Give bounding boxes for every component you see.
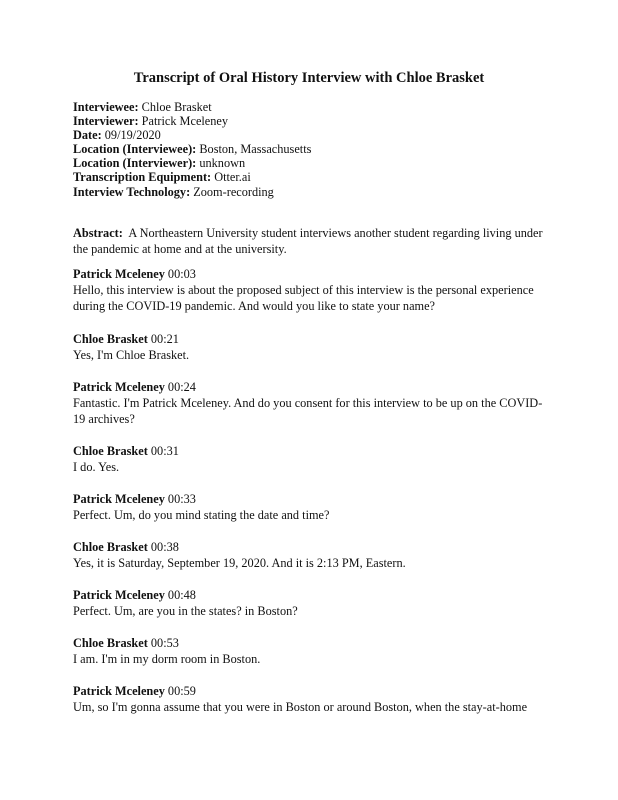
speaker-name: Chloe Brasket	[73, 332, 148, 346]
turn-text: Perfect. Um, do you mind stating the date and time?	[73, 508, 330, 522]
timestamp: 00:31	[150, 444, 179, 458]
meta-interview-technology: Interview Technology: Zoom-recording	[73, 184, 274, 199]
document-title: Transcript of Oral History Interview with Chloe Brasket	[133, 70, 485, 86]
meta-transcription-equipment: Transcription Equipment: Otter.ai	[73, 170, 251, 185]
timestamp: 00:59	[167, 684, 196, 698]
timestamp: 00:33	[167, 492, 196, 506]
turn-text: Yes, it is Saturday, September 19, 2020. And it is 2:13 PM, Eastern.	[73, 556, 406, 570]
timestamp: 00:24	[167, 380, 196, 394]
turn-text: Perfect. Um, are you in the states? in Boston?	[73, 604, 298, 618]
timestamp: 00:53	[150, 636, 179, 650]
turn-text: Fantastic. I'm Patrick Mceleney. And do you consent for this interview to be up on the COVID-19 archives?	[73, 396, 543, 426]
turn-text: Yes, I'm Chloe Brasket.	[73, 348, 190, 362]
transcript-turn	[73, 539, 553, 571]
turn-text: Um, so I'm gonna assume that you were in Boston or around Boston, when the stay-at-home	[73, 700, 528, 714]
meta-location-interviewee: Location (Interviewee): Boston, Massachusetts	[73, 142, 312, 157]
transcript-turn	[73, 491, 553, 523]
speaker-name: Chloe Brasket	[73, 540, 148, 554]
abstract	[73, 225, 553, 257]
speaker-name: Chloe Brasket	[73, 444, 148, 458]
turn-text: Hello, this interview is about the proposed subject of this interview is the personal experience during the COVID-19 pandemic. And would you like to state your name?	[73, 283, 534, 313]
speaker-name: Patrick Mceleney	[73, 380, 165, 394]
speaker-name: Patrick Mceleney	[73, 588, 165, 602]
speaker-name: Chloe Brasket	[73, 636, 148, 650]
timestamp: 00:38	[150, 540, 179, 554]
meta-interviewee: Interviewee: Chloe Brasket	[73, 100, 212, 114]
speaker-name: Patrick Mceleney	[73, 492, 165, 506]
transcript-turn	[73, 683, 553, 715]
transcript-turn	[73, 266, 553, 314]
metadata-block	[73, 100, 311, 199]
speaker-name: Patrick Mceleney	[73, 684, 165, 698]
speaker-name: Patrick Mceleney	[73, 267, 165, 281]
meta-location-interviewer: Location (Interviewer): unknown	[73, 156, 246, 171]
timestamp: 00:21	[150, 332, 179, 346]
meta-date: Date: 09/19/2020	[73, 128, 161, 143]
timestamp: 00:48	[167, 588, 196, 602]
turn-text: I am. I'm in my dorm room in Boston.	[73, 652, 261, 666]
turn-text: I do. Yes.	[73, 460, 120, 474]
transcript-turn	[73, 331, 553, 363]
abstract-text: A Northeastern University student interviews another student regarding living under the pandemic at home and at the university.	[73, 226, 543, 256]
transcript-turn	[73, 635, 553, 667]
transcript-turn	[73, 443, 553, 475]
transcript-turn	[73, 587, 553, 619]
meta-interviewer: Interviewer: Patrick Mceleney	[73, 114, 229, 129]
timestamp: 00:03	[167, 267, 196, 281]
abstract-label: Abstract:	[73, 226, 123, 240]
transcript-turn	[73, 379, 553, 427]
